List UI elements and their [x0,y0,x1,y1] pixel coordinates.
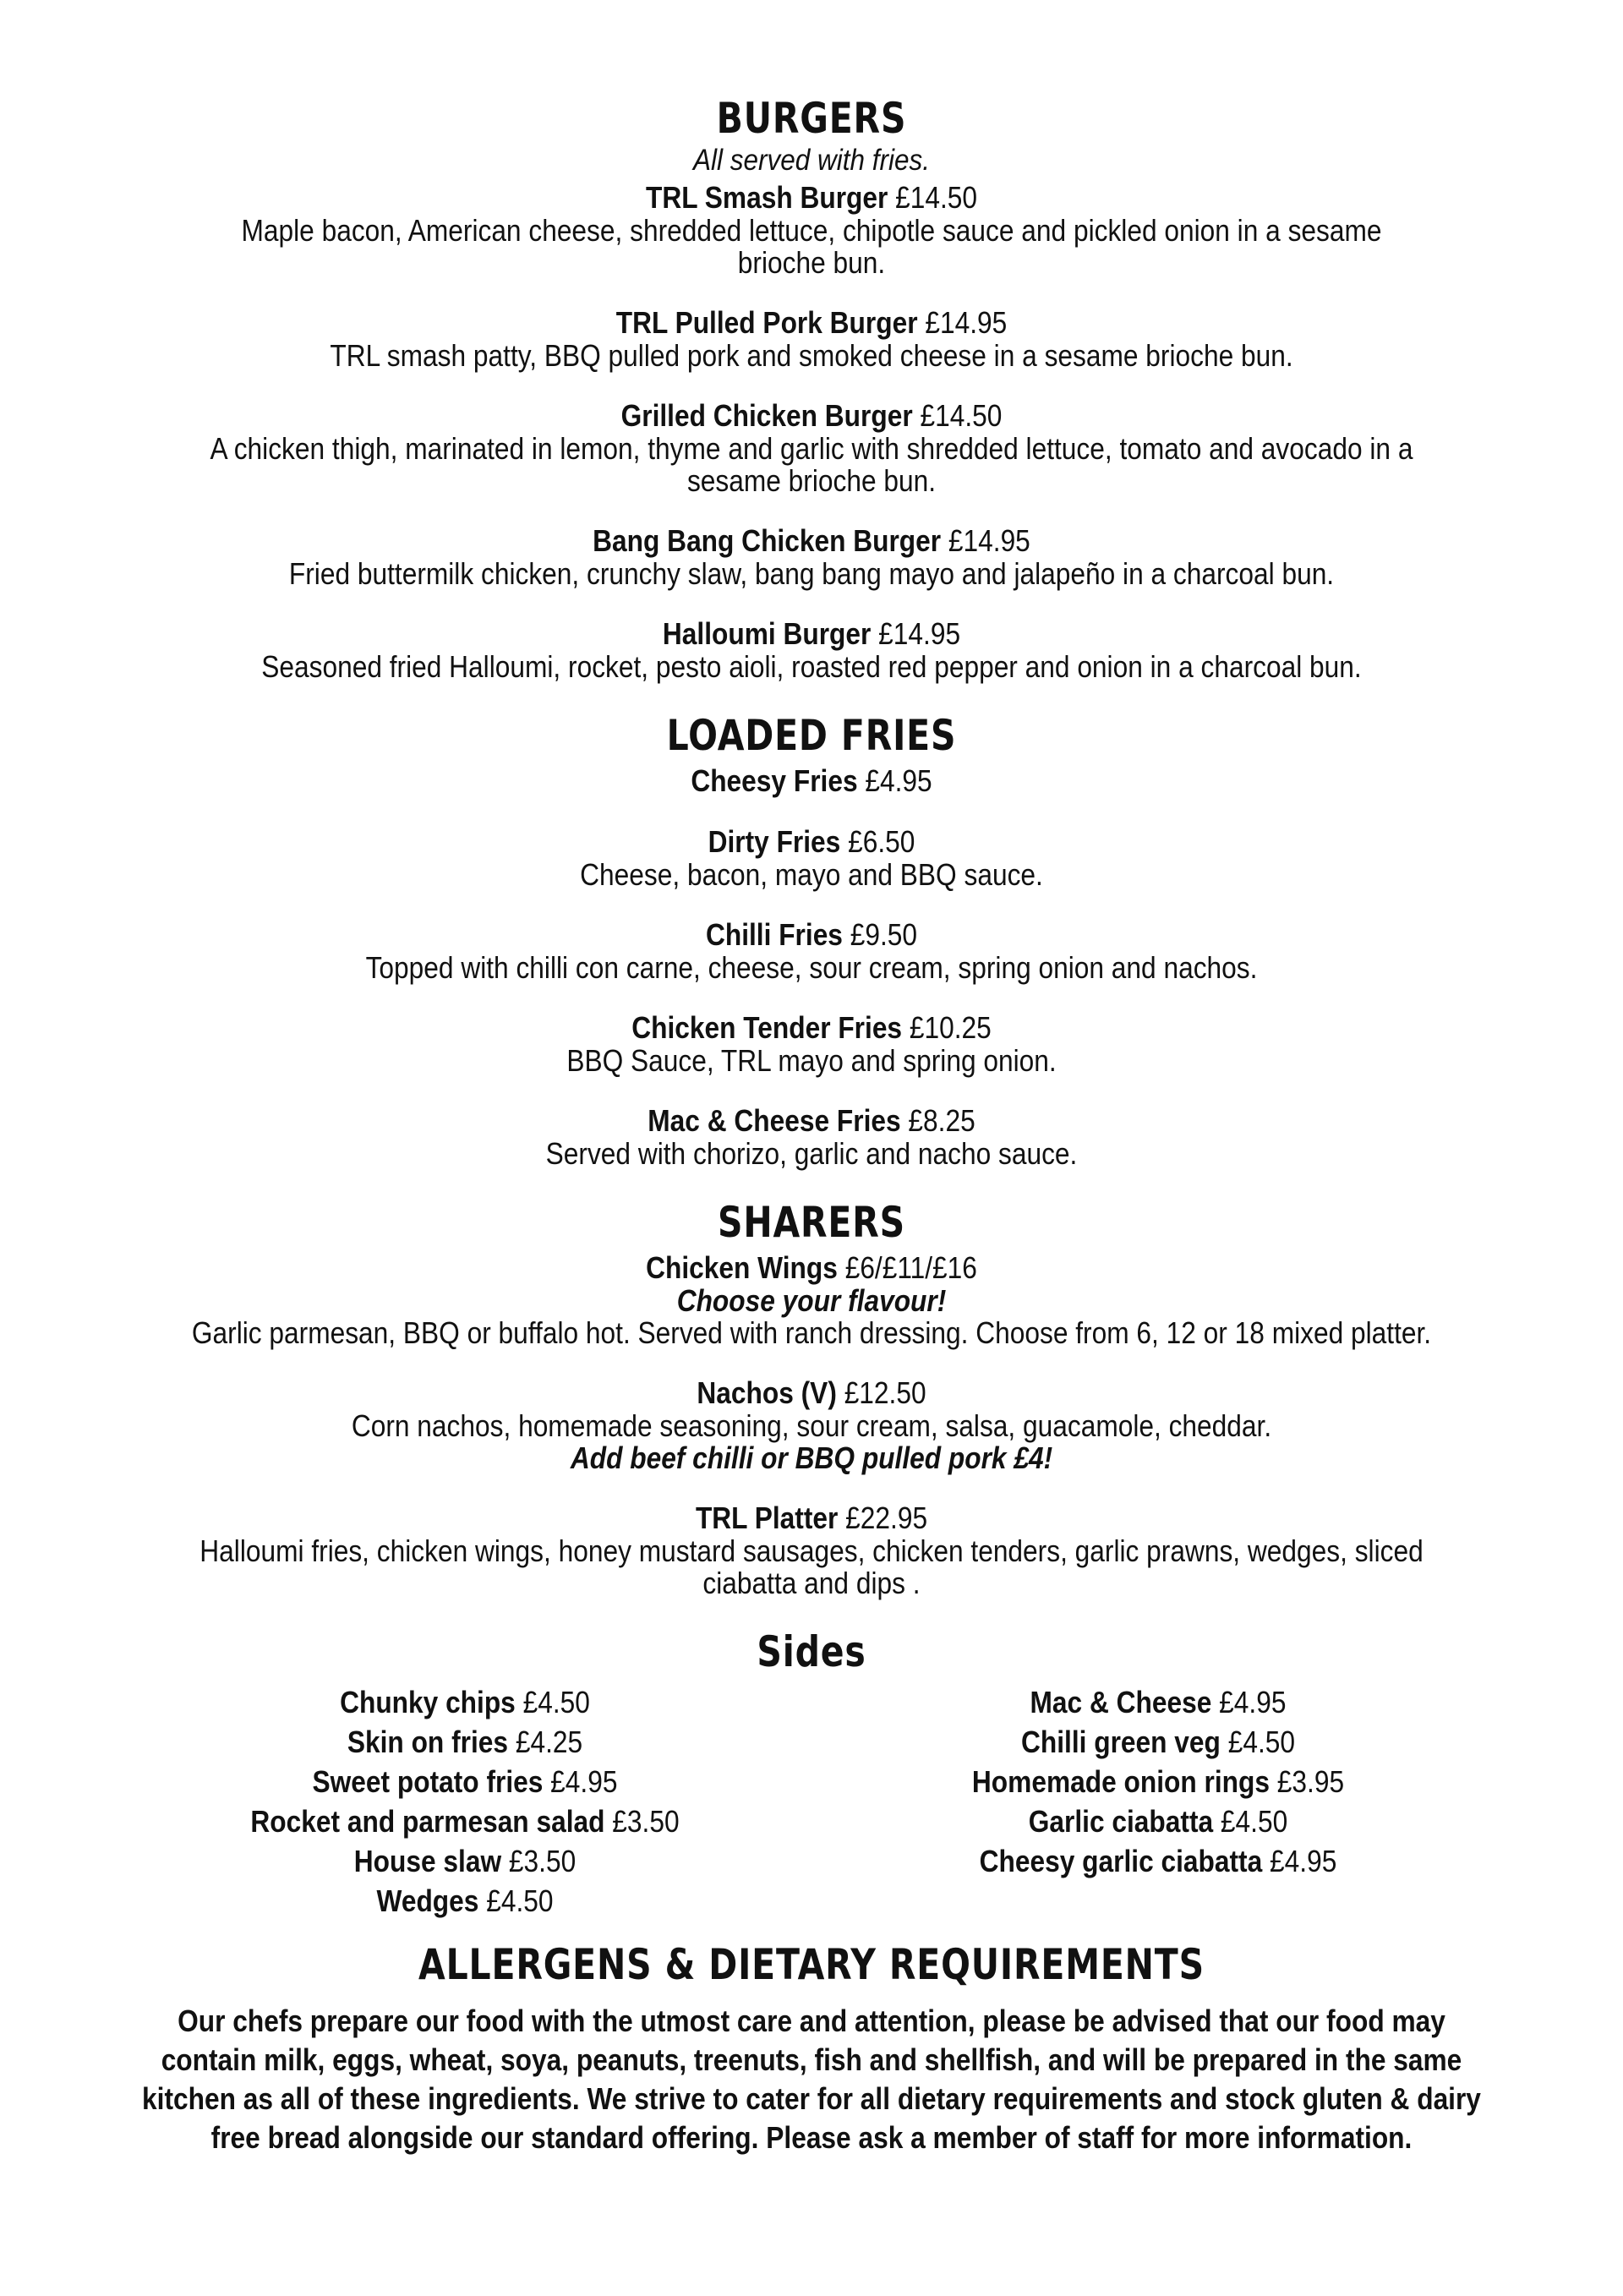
menu-item [0,617,1623,683]
item-description: Cheese, bacon, mayo and BBQ sauce. [580,857,1043,892]
item-price: £6.50 [848,824,915,859]
item-description: Fried buttermilk chicken, crunchy slaw, bang bang mayo and jalapeño in a charcoal bun. [288,556,1335,591]
item-name: Cheesy garlic ciabatta [979,1844,1263,1878]
item-name: Homemade onion rings [971,1764,1270,1799]
item-price: £4.50 [486,1883,554,1918]
side-item [160,1881,770,1921]
item-price: £14.95 [925,305,1008,340]
item-name: Chicken Wings [646,1250,838,1285]
section-title: ALLERGENS & DIETARY REQUIREMENTS [418,1940,1205,1989]
item-name: Cheesy Fries [691,763,858,798]
item-description: Seasoned fried Halloumi, rocket, pesto aioli, roasted red pepper and onion in a charcoal bun. [261,649,1362,684]
item-price: £4.25 [515,1725,583,1759]
item-description: Served with chorizo, garlic and nacho sauce. [545,1136,1078,1171]
item-price: £4.50 [522,1685,590,1719]
burgers-section [0,93,1623,683]
item-price: £4.95 [1270,1844,1337,1878]
item-name: Skin on fries [347,1725,509,1759]
item-heading [97,1376,1526,1410]
menu-item [0,918,1623,984]
item-name: Chicken Tender Fries [631,1010,903,1045]
item-heading [97,1011,1526,1045]
item-description: Corn nachos, homemade seasoning, sour cream, salsa, guacamole, cheddar. [351,1408,1272,1443]
item-name: Grilled Chicken Burger [620,398,913,433]
item-description: BBQ Sauce, TRL mayo and spring onion. [566,1043,1057,1078]
item-heading [97,1251,1526,1285]
allergens-text: Our chefs prepare our food with the utmost care and attention, please be advised that our food may contain milk, eggs, wheat, soya, peanuts, treenuts, fish and shellfish, and will be prepared in the same kitchen as all of these ingredients. We strive to cater for all dietary requirements and stock gluten & dairy free bread alongside our standard offering. Please ask a member of staff for more information. [142,2004,1481,2155]
side-item [853,1841,1463,1881]
item-heading [97,399,1526,433]
section-title: BURGERS [716,94,907,143]
menu-item [0,825,1623,891]
item-price: £4.95 [550,1764,618,1799]
side-item [160,1762,770,1801]
menu-item [0,764,1623,798]
item-description: Garlic parmesan, BBQ or buffalo hot. Served with ranch dressing. Choose from 6, 12 or 18 mixed platter. [191,1315,1432,1350]
item-heading [97,918,1526,952]
item-name: Wedges [376,1883,479,1918]
side-item [853,1762,1463,1801]
side-item [160,1801,770,1841]
side-item [160,1682,770,1722]
side-item [160,1841,770,1881]
item-name: Chilli Fries [705,917,843,952]
item-price: £4.50 [1227,1725,1296,1759]
menu-item [0,181,1623,279]
menu-item [0,1011,1623,1077]
section-title: Sides [757,1627,866,1676]
item-description: Halloumi fries, chicken wings, honey mustard sausages, chicken tenders, garlic prawns, wedges, sliced ciabatta and dips . [199,1533,1424,1600]
menu-item [0,524,1623,590]
side-item [853,1801,1463,1841]
item-price: £4.95 [1219,1685,1287,1719]
item-name: Halloumi Burger [662,616,872,651]
item-name: TRL Smash Burger [645,180,888,215]
item-heading [97,617,1526,651]
item-price: £6/£11/£16 [844,1250,977,1285]
item-name: House slaw [353,1844,502,1878]
item-price: £14.50 [920,398,1003,433]
item-heading [97,524,1526,558]
item-name: Mac & Cheese [1030,1685,1212,1719]
section-title: LOADED FRIES [666,711,957,760]
loaded-fries-section [0,710,1623,1170]
sharers-section [0,1197,1623,1599]
item-description: TRL smash patty, BBQ pulled pork and smoked cheese in a sesame brioche bun. [330,338,1293,373]
item-heading [97,306,1526,340]
item-price: £9.50 [850,917,918,952]
side-item [853,1722,1463,1762]
item-heading [97,764,1526,798]
item-price: £10.25 [909,1010,992,1045]
menu-item [0,306,1623,372]
item-description: Maple bacon, American cheese, shredded lettuce, chipotle sauce and pickled onion in a sesame brioche bun. [241,213,1382,280]
item-price: £14.95 [878,616,961,651]
item-name: Rocket and parmesan salad [250,1804,605,1839]
item-price: £8.25 [908,1103,975,1138]
item-price: £3.50 [612,1804,680,1839]
allergens-section [0,1939,1623,2157]
item-note: Choose your flavour! [676,1283,947,1318]
side-item [160,1722,770,1762]
item-price: £12.50 [844,1375,926,1410]
item-name: Garlic ciabatta [1028,1804,1214,1839]
item-name: Mac & Cheese Fries [648,1103,901,1138]
menu-item [0,1501,1623,1599]
item-heading [97,1104,1526,1138]
sides-columns [0,1682,1623,1921]
item-name: Chilli green veg [1020,1725,1221,1759]
item-price: £4.50 [1220,1804,1288,1839]
menu-item [0,1104,1623,1170]
item-description: Topped with chilli con carne, cheese, sour cream, spring onion and nachos. [365,950,1258,985]
menu-item [0,1376,1623,1474]
menu-item [0,399,1623,497]
side-item [853,1682,1463,1722]
item-name: Sweet potato fries [312,1764,544,1799]
item-description: A chicken thigh, marinated in lemon, thyme and garlic with shredded lettuce, tomato and avocado in a sesame brioche bun. [210,431,1413,498]
item-name: TRL Platter [695,1501,839,1535]
item-name: Chunky chips [340,1685,516,1719]
item-note: Add beef chilli or BBQ pulled pork £4! [570,1440,1053,1475]
sides-right-column [812,1682,1505,1921]
item-price: £3.50 [508,1844,577,1878]
item-price: £4.95 [865,763,932,798]
item-price: £3.95 [1276,1764,1345,1799]
item-name: Bang Bang Chicken Burger [593,523,942,558]
item-price: £22.95 [845,1501,928,1535]
item-heading [97,825,1526,859]
menu-page [0,85,1623,2157]
item-name: Nachos (V) [697,1375,837,1410]
item-price: £14.50 [895,180,978,215]
item-name: TRL Pulled Pork Burger [615,305,918,340]
item-name: Dirty Fries [708,824,841,859]
item-heading [97,181,1526,215]
section-title: SHARERS [717,1198,905,1247]
sides-section [0,1626,1623,1921]
item-heading [97,1501,1526,1535]
item-price: £14.95 [948,523,1030,558]
sides-left-column [118,1682,812,1921]
section-subtitle: All served with fries. [692,144,931,177]
menu-item [0,1251,1623,1349]
